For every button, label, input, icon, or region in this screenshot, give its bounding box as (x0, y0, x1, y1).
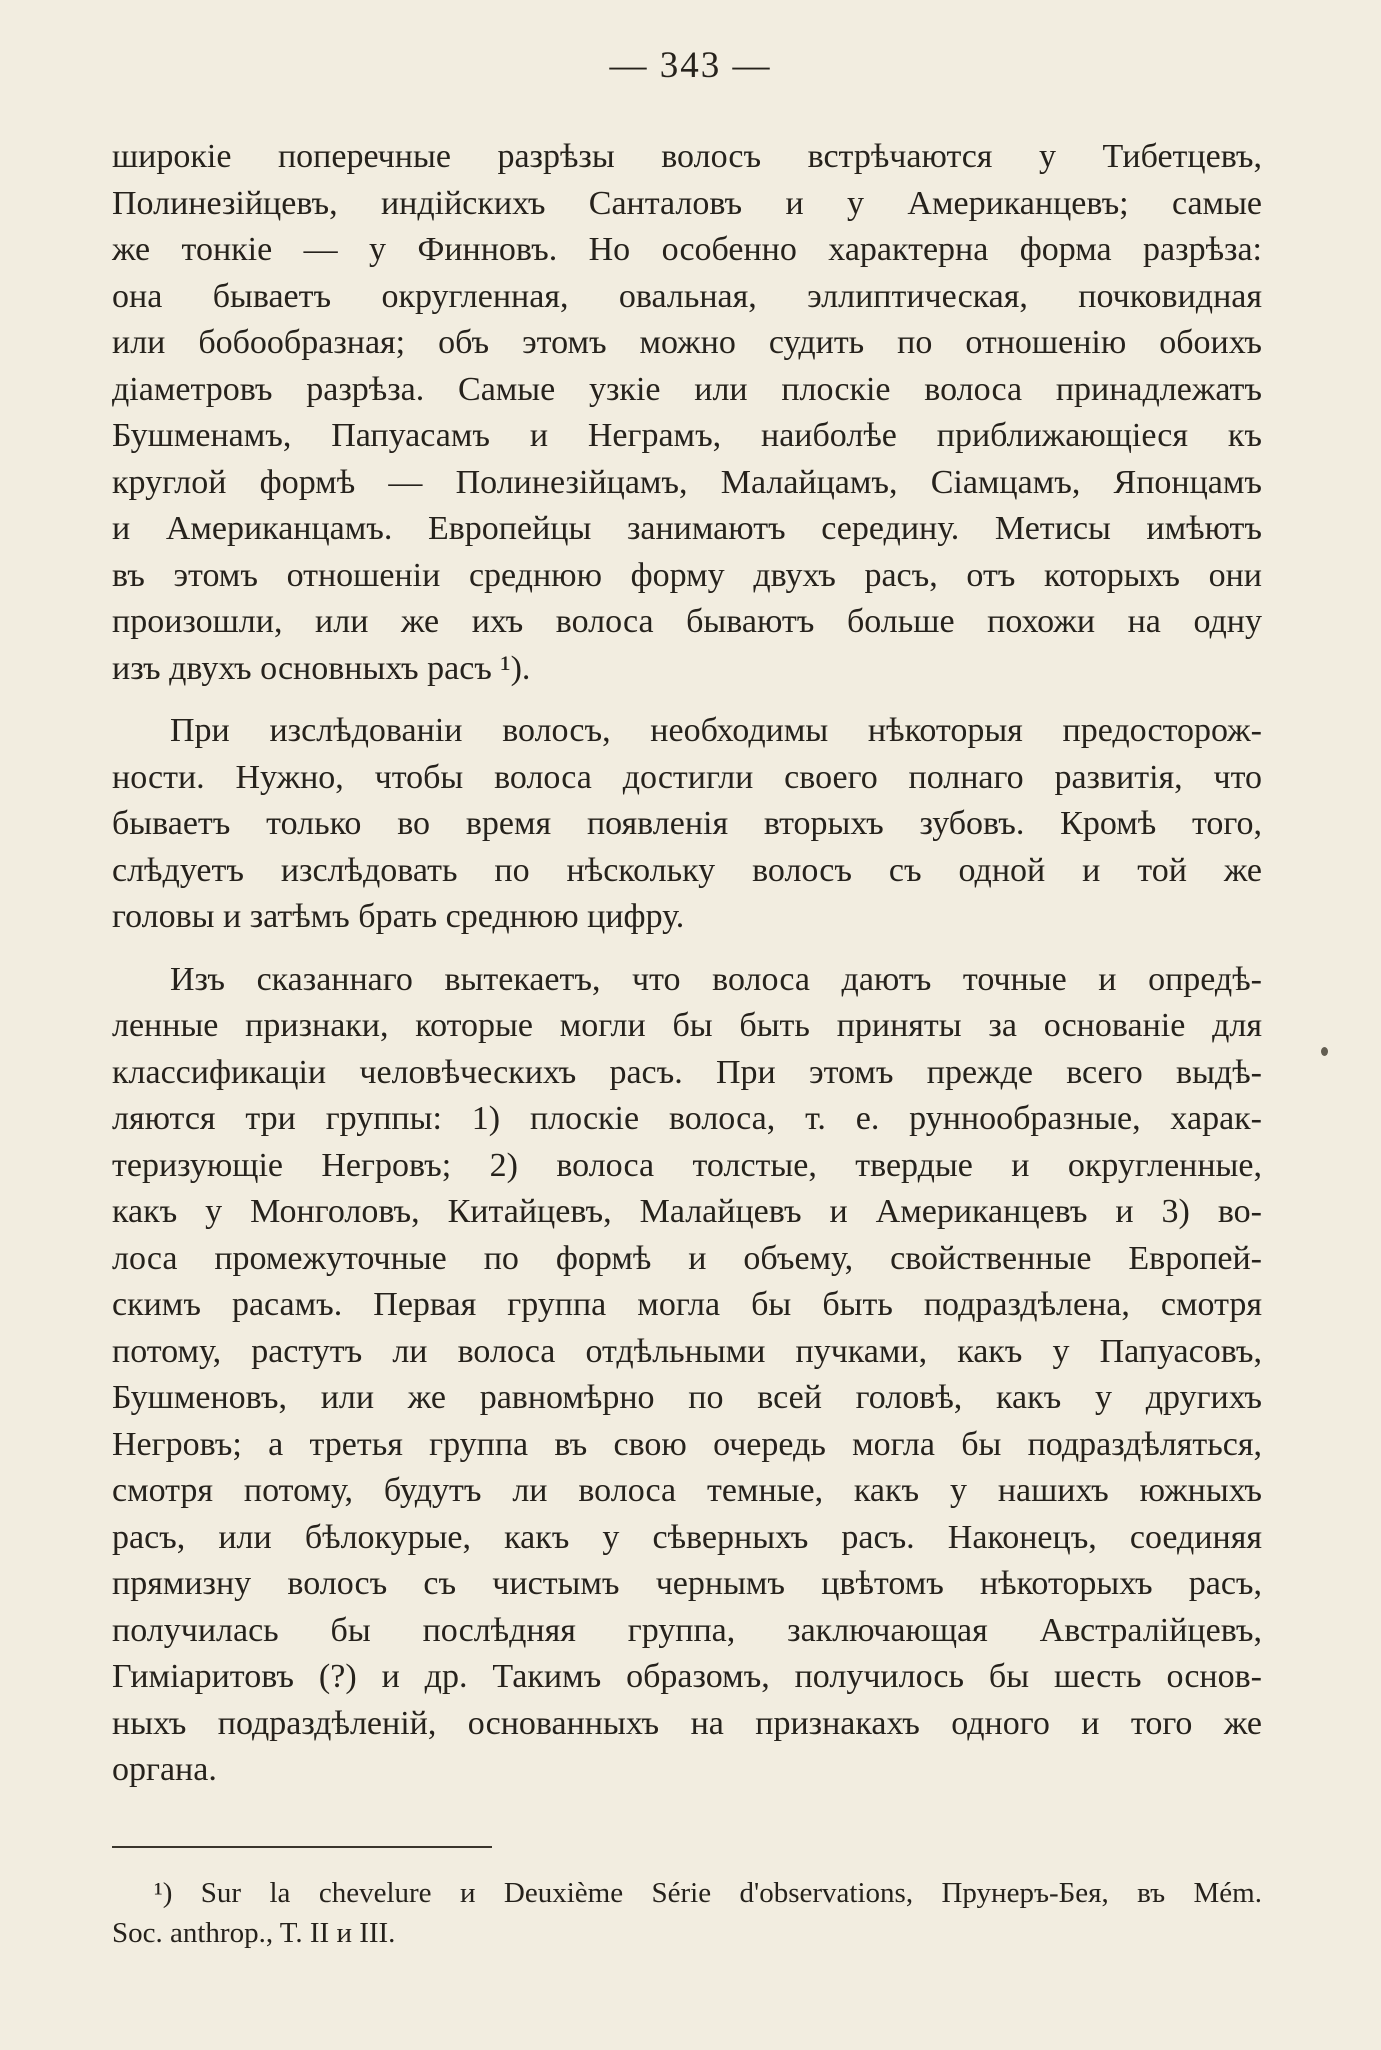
body-text (112, 134, 1262, 1794)
footnote-line: Soc. anthrop., T. II и III. (112, 1917, 396, 1949)
text-line: изъ двухъ основныхъ расъ ¹). (112, 649, 531, 687)
text-line: лоса промежуточные по формѣ и объему, свойственные Европей- (112, 1239, 1262, 1277)
paragraph-gap (112, 692, 1262, 708)
text-line: Бушменовъ, или же равномѣрно по всей головѣ, какъ у другихъ (112, 1379, 1262, 1416)
paragraph-gap (112, 941, 1262, 957)
text-line: Бушменамъ, Папуасамъ и Неграмъ, наиболѣе приближающіеся къ (112, 417, 1262, 454)
text-line: классификаціи человѣческихъ расъ. При этомъ прежде всего выдѣ- (112, 1053, 1262, 1091)
text-line: бываетъ только во время появленія вторыхъ зубовъ. Кромѣ того, (112, 805, 1262, 842)
text-line: Гиміаритовъ (?) и др. Такимъ образомъ, получилось бы шесть основ- (112, 1658, 1262, 1695)
text-line: слѣдуетъ изслѣдовать по нѣскольку волосъ съ одной и той же (112, 851, 1262, 889)
text-line: прямизну волосъ съ чистымъ чернымъ цвѣтомъ нѣкоторыхъ расъ, (112, 1565, 1262, 1602)
text-line: При изслѣдованіи волосъ, необходимы нѣкоторыя предосторож- (170, 712, 1262, 749)
text-line: она бываетъ округленная, овальная, эллиптическая, почковидная (112, 277, 1262, 315)
text-line: круглой формѣ — Полинезійцамъ, Малайцамъ, Сіамцамъ, Японцамъ (112, 463, 1262, 501)
text-line: потому, растутъ ли волоса отдѣльными пучками, какъ у Папуасовъ, (112, 1332, 1262, 1370)
text-line: и Американцамъ. Европейцы занимаютъ середину. Метисы имѣютъ (112, 510, 1262, 547)
footnote-line: ¹) Sur la chevelure и Deuxième Série d'observations, Прунеръ-Бея, въ Mém. (154, 1877, 1262, 1909)
text-line: какъ у Монголовъ, Китайцевъ, Малайцевъ и Американцевъ и 3) во- (112, 1193, 1262, 1230)
text-line: же тонкіе — у Финновъ. Но особенно характерна форма разрѣза: (112, 231, 1262, 268)
text-line: головы и затѣмъ брать среднюю цифру. (112, 898, 685, 935)
text-line: ныхъ подраздѣленій, основанныхъ на признакахъ одного и того же (112, 1704, 1262, 1742)
text-line: или бобообразная; объ этомъ можно судить по отношенію обоихъ (112, 324, 1262, 361)
text-line: Полинезійцевъ, индійскихъ Санталовъ и у Американцевъ; самые (112, 184, 1262, 222)
text-line: въ этомъ отношеніи среднюю форму двухъ расъ, отъ которыхъ они (112, 556, 1262, 594)
paper-speck (1321, 1047, 1328, 1056)
text-line: Изъ сказаннаго вытекаетъ, что волоса даютъ точные и опредѣ- (170, 960, 1262, 998)
text-line: получилась бы послѣдняя группа, заключающая Австралійцевъ, (112, 1611, 1262, 1649)
text-line: ленные признаки, которые могли бы быть приняты за основаніе для (112, 1007, 1262, 1044)
text-line: произошли, или же ихъ волоса бываютъ больше похожи на одну (112, 603, 1262, 640)
text-line: діаметровъ разрѣза. Самые узкіе или плоскіе волоса принадлежатъ (112, 370, 1262, 408)
text-line: ляются три группы: 1) плоскіе волоса, т. е. руннообразные, харак- (112, 1100, 1262, 1137)
text-line: теризующіе Негровъ; 2) волоса толстые, твердые и округленные, (112, 1146, 1262, 1184)
text-line: расъ, или бѣлокурые, какъ у сѣверныхъ расъ. Наконецъ, соединяя (112, 1518, 1262, 1556)
text-line: широкіе поперечные разрѣзы волосъ встрѣчаются у Тибетцевъ, (112, 138, 1262, 175)
text-line: скимъ расамъ. Первая группа могла бы быть подраздѣлена, смотря (112, 1286, 1262, 1323)
text-line: Негровъ; а третья группа въ свою очередь могла бы подраздѣляться, (112, 1425, 1262, 1463)
footnote-divider (112, 1846, 492, 1848)
footnote (112, 1873, 1262, 1953)
text-line: ности. Нужно, чтобы волоса достигли своего полнаго развитія, что (112, 758, 1262, 796)
text-line: смотря потому, будутъ ли волоса темные, какъ у нашихъ южныхъ (112, 1472, 1262, 1509)
page-number: — 343 — (609, 45, 772, 86)
text-line: органа. (112, 1751, 217, 1788)
